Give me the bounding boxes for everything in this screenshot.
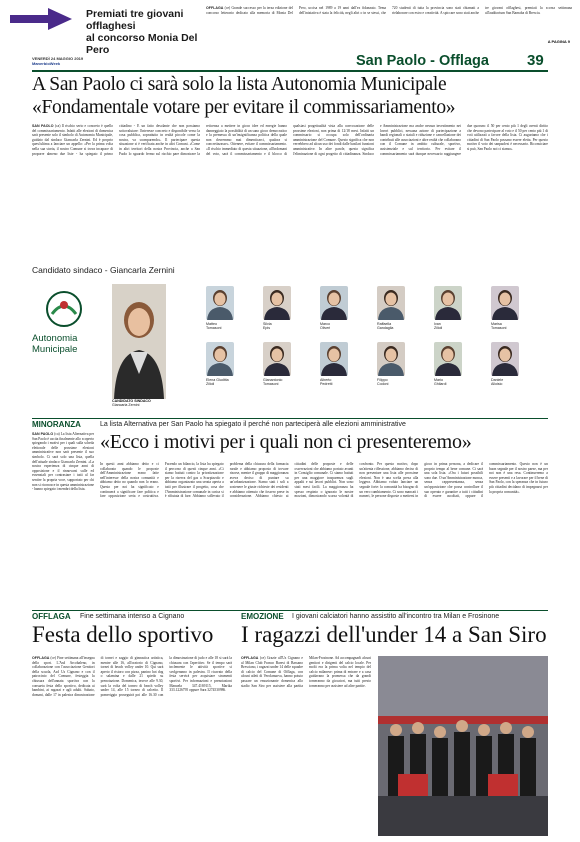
person-icon bbox=[320, 286, 348, 320]
mayor-photo bbox=[112, 284, 166, 399]
person-icon bbox=[263, 342, 291, 376]
sport-dateline: OFFLAGA bbox=[32, 656, 50, 660]
candidate-name bbox=[434, 378, 468, 386]
candidate-name bbox=[320, 378, 354, 386]
candidate-name bbox=[263, 322, 297, 330]
banner-headline-line1: Premiati tre giovani offlaghesi bbox=[86, 8, 184, 32]
arrow-right-icon bbox=[10, 8, 72, 30]
page-number: 39 bbox=[527, 52, 544, 69]
candidate-last-name: Codoni bbox=[377, 382, 389, 387]
candidate-last-name: Ghilardi bbox=[434, 382, 447, 387]
banner-body: (ce) Grande successo per la terza edizione del concorso letterario dedicato alla memoria di Monia Del Pero, uccisa nel 1989 a 19 anni dall'ex fidanzato. Tema dell'iniziativa è stata la felicità, negli altri o in se stessi, che 720 studenti di tutta la provincia sono stati chiamati a rielaborare con estro e creatività. A spiccare sono stati anche tre giovani offlaghesi, premiati la scorsa settimana all'auditorium San Barnaba di Brescia. bbox=[206, 6, 572, 15]
emozione-kicker: EMOZIONE bbox=[241, 612, 284, 621]
candidate-photo bbox=[377, 342, 405, 376]
candidate-name bbox=[377, 378, 411, 386]
candidate-first-name: Raffaella bbox=[377, 322, 392, 326]
banner-headline[interactable] bbox=[86, 8, 201, 56]
minoranza-headline[interactable]: «Ecco i motivi per i quali non ci presenteremo» bbox=[100, 431, 472, 453]
candidate-name bbox=[377, 322, 411, 330]
candidate-last-name: Zilioli bbox=[434, 326, 443, 331]
candidate-photo bbox=[320, 342, 348, 376]
article-dateline: SAN PAOLO bbox=[32, 124, 54, 128]
minoranza-intro bbox=[32, 432, 94, 572]
section-divider bbox=[32, 70, 548, 72]
minoranza-divider bbox=[32, 418, 548, 419]
candidate-name bbox=[263, 378, 297, 386]
emozione-dateline: OFFLAGA bbox=[241, 656, 259, 660]
candidate-name bbox=[206, 378, 240, 386]
candidate-name bbox=[491, 322, 525, 330]
candidate-first-name: Silvia bbox=[263, 322, 272, 326]
candidates-title: Candidato sindaco - Giancarla Zernini bbox=[32, 265, 175, 275]
section-name: San Paolo - Offlaga bbox=[356, 53, 489, 69]
candidate-last-name: Oliveri bbox=[320, 326, 331, 331]
candidate-last-name: Tomasoni bbox=[206, 326, 222, 331]
emozione-subtitle: I giovani calciatori hanno assistito all'incontro tra Milan e Frosinone bbox=[292, 613, 500, 620]
banner-page-ref[interactable]: A PAGINA 9 bbox=[547, 39, 570, 44]
candidate-photo bbox=[434, 342, 462, 376]
list-name-line2: Municipale bbox=[32, 344, 78, 355]
candidate-card bbox=[434, 286, 468, 330]
candidate-first-name: Alberto bbox=[320, 378, 332, 382]
team-photo bbox=[378, 656, 548, 836]
candidate-name bbox=[320, 322, 354, 330]
mayor-name: Giancarla Zernini bbox=[112, 403, 140, 408]
person-icon bbox=[491, 286, 519, 320]
candidate-photo bbox=[263, 342, 291, 376]
candidate-first-name: Marisa bbox=[491, 322, 502, 326]
person-icon bbox=[377, 342, 405, 376]
candidate-photo bbox=[377, 286, 405, 320]
candidate-first-name: Elena Giuditta bbox=[206, 378, 229, 382]
candidate-first-name: Marco bbox=[320, 322, 330, 326]
candidate-last-name: Tomasoni bbox=[491, 326, 507, 331]
candidate-card bbox=[377, 342, 411, 386]
list-name-line1: Autonomia bbox=[32, 333, 78, 344]
person-icon bbox=[320, 342, 348, 376]
bottom-divider bbox=[32, 610, 548, 611]
minoranza-subtitle: La lista Alternativa per San Paolo ha spiegato il perché non parteciperà alle elezioni amministrative bbox=[100, 421, 406, 428]
emozione-headline[interactable]: I ragazzi dell'under 14 a San Siro bbox=[241, 622, 547, 647]
person-icon bbox=[434, 342, 462, 376]
candidate-photo bbox=[206, 342, 234, 376]
candidate-last-name: Gandaglia bbox=[377, 326, 394, 331]
person-icon bbox=[206, 342, 234, 376]
person-icon bbox=[491, 342, 519, 376]
candidate-first-name: Mario bbox=[434, 378, 443, 382]
candidate-last-name: Epis bbox=[263, 326, 270, 331]
paper-name: ManerbioWeek bbox=[32, 61, 61, 66]
candidate-photo bbox=[263, 286, 291, 320]
article-body bbox=[32, 124, 548, 260]
banner-text bbox=[206, 6, 572, 46]
candidate-card bbox=[377, 286, 411, 330]
minoranza-dateline: SAN PAOLO bbox=[32, 432, 54, 436]
banner-headline-line2: al concorso Monia Del Pero bbox=[86, 32, 198, 56]
candidate-card bbox=[320, 286, 354, 330]
candidate-first-name: Filippo bbox=[377, 378, 388, 382]
candidate-last-name: Alloisio bbox=[491, 382, 503, 387]
issue-date: VENERDÌ 24 MAGGIO 2019 bbox=[32, 56, 84, 61]
mayor-role: CANDIDATO SINDACO bbox=[112, 399, 151, 403]
candidate-name bbox=[491, 378, 525, 386]
candidate-photo bbox=[434, 286, 462, 320]
candidate-photo bbox=[320, 286, 348, 320]
candidate-card bbox=[263, 286, 297, 330]
article-headline[interactable]: A San Paolo ci sarà solo la lista Autonomia Municipale bbox=[32, 74, 447, 95]
list-logo-icon bbox=[40, 290, 88, 328]
list-name bbox=[32, 333, 102, 355]
mayor-label bbox=[112, 399, 182, 407]
candidate-photo bbox=[491, 286, 519, 320]
article-subheadline[interactable]: «Fondamentale votare per evitare il commissariamento» bbox=[32, 97, 456, 118]
candidate-last-name: Pedretti bbox=[320, 382, 333, 387]
candidate-card bbox=[206, 286, 240, 330]
candidate-card bbox=[263, 342, 297, 386]
candidate-card bbox=[491, 286, 525, 330]
candidate-name bbox=[434, 322, 468, 330]
person-icon bbox=[434, 286, 462, 320]
candidate-card bbox=[320, 342, 354, 386]
person-icon bbox=[206, 286, 234, 320]
candidate-first-name: Ivan bbox=[434, 322, 441, 326]
candidate-card bbox=[491, 342, 525, 386]
person-icon bbox=[377, 286, 405, 320]
emozione-body bbox=[241, 656, 371, 836]
minoranza-kicker: MINORANZA bbox=[32, 420, 81, 429]
minoranza-body: In questi anni abbiamo detto e ci collaborato quando le proposte dell'Amministrazione erano fatte nell'interesse della nostra comunità e abbiamo detto no quando non lo erano. Questo per noi ha significato e continuerà a significare fare politica e fare opposizione seria e costruttiva. Facendo un bilancio, la lista ha spiegato il percorso di questi cinque anni. «Ci siamo battuti contro la privatizzazione per la riserva del gas a Scarpizzolo e abbiamo organizzato una serata aperta a tutti per illustrare il progetto, cosa che l'Amministrazione comunale in carica si è rifiutata di fare. Abbiamo sollevato il problema della chiusura della farmacia rurale e abbiamo proposto di trovare risorse, mentre il gruppo di maggioranza aveva deciso di puntare su un'urbanizzazione. Siamo stati i soli a sostenere le giuste richieste dei residenti e abbiamo ottenuto che fossero prese in considerazione. Abbiamo chiesto ai cittadini delle proposte e delle osservazioni che abbiamo portato avanti in Consiglio comunale. Ci siamo battuti per una maggiore trasparenza sugli appalti e sui lavori pubblici. Non sono stati mesi facili. La maggioranza ha spesso respinto o ignorato le nostre mozioni, dimostrando scarsa volontà di confronto. Per questo motivo, dopo un'attenta riflessione, abbiamo deciso di non presentare una lista alle prossime elezioni. Non è una scelta presa alla leggera. Abbiamo voluto lanciare un segnale forte: la comunità ha bisogno di un vero cambiamento. Ci sono mancati i numeri, le persone disposte a mettersi in gioco in prima persona, a dedicare il proprio tempo al bene comune. Ci sarà una sola lista. «Ora i futuri possibili sono due. O un'Amministrazione monca, senza rappresentanza, senza un'opposizione che possa controllare il suo operato e garantire a tutti i cittadini di essere ascoltati, oppure il commissariamento. Questo non è un buon segnale per il nostro paese, ma per noi non è una resa. Continueremo a essere presenti e a lavorare per il bene di San Paolo, con la speranza che in futuro più cittadini decidano di impegnarsi per la propria comunità». bbox=[100, 462, 548, 499]
minoranza-intro-text: (ca) La lista Alternativa per San Paolo è uscita finalmente allo scoperto spiegando i motivi per i quali sulla scheda elettorale delle prossime elezioni amministrative non sarà presente il suo simbolo. Ci sarà solo una lista, quella dell'attuale sindaco Giancarla Zernini. «La nostra esperienza di cinque anni di opposizione e il rinnovarsi sulle ed essenziali per contrastare i tutti al far sentire la propria voce, supportato per chi non si riconosce in questa amministrazione - hanno spiegato i membri della lista. bbox=[32, 432, 94, 492]
candidate-photo bbox=[206, 286, 234, 320]
candidate-first-name: Daniele bbox=[491, 378, 504, 382]
person-icon bbox=[263, 286, 291, 320]
candidate-last-name: Zilioli bbox=[206, 382, 215, 387]
emozione-text: (ce) Grazie all'Us Cignano e al Milan Club Franco Baresi di Bassano Bresciano, i ragazzi under 14 delle squadre di calcio del Comune di Offlaga, con alcuni atleti di Verolanuova, hanno potuto passare un emozionante domenica allo stadio San Siro per assistere alla partita Milan-Frosinone. Ad accompagnarli alcuni genitori e dirigenti del calcio locale. Per molti era la prima volta nel tempio del calcio milanese: prima di entrare e a casa guidavano la promessa che da grandi torneranno da giocatori, ma tutti presto torneranno per assistere ad altre partite. bbox=[241, 656, 371, 688]
candidate-first-name: Gianantonio bbox=[263, 378, 283, 382]
candidate-photo bbox=[491, 342, 519, 376]
candidate-card bbox=[206, 342, 240, 386]
candidate-first-name: Matteo bbox=[206, 322, 217, 326]
sport-text: (ce) Fine settimana all'insegna dello sport. L'Asd Arcobaleno, in collaborazione con l'associazione Genitori della scuola, Asd Us Cignano e con il patrocinio del Comune, festeggia la chiusura dell'annata sportiva con la consueta festa dello sportivo, dedicata ai bambini, ai ragazzi e agli adulti. Sabato, domani, dalle 17 in palestra dimostrazione di tornei e saggio di ginnastica artistica, mentre alle 16, all'oratorio di Cignano, tornei di beach volley under 10. Qui sarà aperto il ristoro con pizza, panino hot dog o salamina e dalle 21 spiedo su prenotazione. Domenica, invece alle 9.30, sarà la volta del torneo di beach volley under 14, alle 15 torneo di calcetto. Il pomeriggio proseguirà poi alle 16.30 con la dimostrazione di judo e alle 18 si sarà la chiusura con l'aperitivo. Se il tempo sarà inclemente le attività sportive si svolgeranno in palestra. Il ricavato della festa servirà per acquistare strumenti sportivi. Per informazioni e prenotazioni Manuela 347.4169115, Marika 333.1226795 oppure Sara 3274530986. bbox=[32, 656, 232, 697]
sport-subtitle: Fine settimana intenso a Cignano bbox=[80, 613, 185, 620]
candidate-card bbox=[434, 342, 468, 386]
candidate-name bbox=[206, 322, 240, 330]
article-text: (ca) Il rischio serio e concreto è quello del commissariamento. Infatti alle elezioni di domenica sarà presente solo il simbolo di Autonomia Municipale, guidato dal sindaco Giancarla Zernini. Ed è proprio quest'ultima a lanciare un appello: «Per la prima volta nella sua storia, il nostro Comune si trova incapace di proporre almeno due liste - ha spiegato il primo cittadino - E un fatto desolante che non possiamo sottovalutare: l'interesse concreto e disponibile verso la cosa pubblica, soprattutto in realtà piccole come la nostra, va scomparendo». Il partecipare questa situazione si è verificata anche in altri Comuni. «Come in altri territori della nostra Provincia, anche a San Paolo lo sguardo fermo sul rischio pare dimostrare la reticenza a mettere in gioco idee ed energie hanno danneggiato la possibilità di un sano gioco democratico e la premessa di un'insignificanza politica della quale non dovremmo mai dimenticarci, qualora si concretizzasse». Ottenere, evitare il commissariamento. «Il rischio immediato di questa situazione, all'indomani del voto, sarà il commissariamento e il blocco di qualsiasi progettualità vista alla convocazione delle prossime elezioni, non prima di 12/18 mesi. Infatti un commissario si occupa solo dell'ordinaria amministrazione del Comune. Questo significa che non verrebbero ad alcun uso dei fondi dalle basilari funzioni amministrative. In altre parole, questo significa l'eliminazione di ogni progetto di cittadinanza. Sindaco e Amministrazione ma anche nessun investimento nei lavori pubblici, nessuna azione di partecipazione a bandi regionali o statali e riduzione e cancellazione dei contributi alle associazioni e altre realtà che collaborano con il Comune in ambito culturale, sportivo, assistenziale e sul territorio. Per evitare il commissariamento sarà dunque necessario raggiungere due quorum: il 50 per cento più 1 degli aventi diritto che devono partecipare al voto e il 50 per cento più 1 di voti utilizzati a favore della lista. Ci auguriamo che i cittadini di San Paolo possano essere eletta. Per questo motivo il voto dei sanpaolesi è necessario. Riconsiciare si può, San Paolo noi ci siamo». bbox=[32, 124, 548, 156]
sport-body bbox=[32, 656, 232, 836]
sport-headline[interactable]: Festa dello sportivo bbox=[32, 622, 214, 647]
banner-kicker: OFFLAGA bbox=[206, 6, 224, 10]
sport-kicker: OFFLAGA bbox=[32, 612, 71, 621]
candidate-last-name: Tomasoni bbox=[263, 382, 279, 387]
